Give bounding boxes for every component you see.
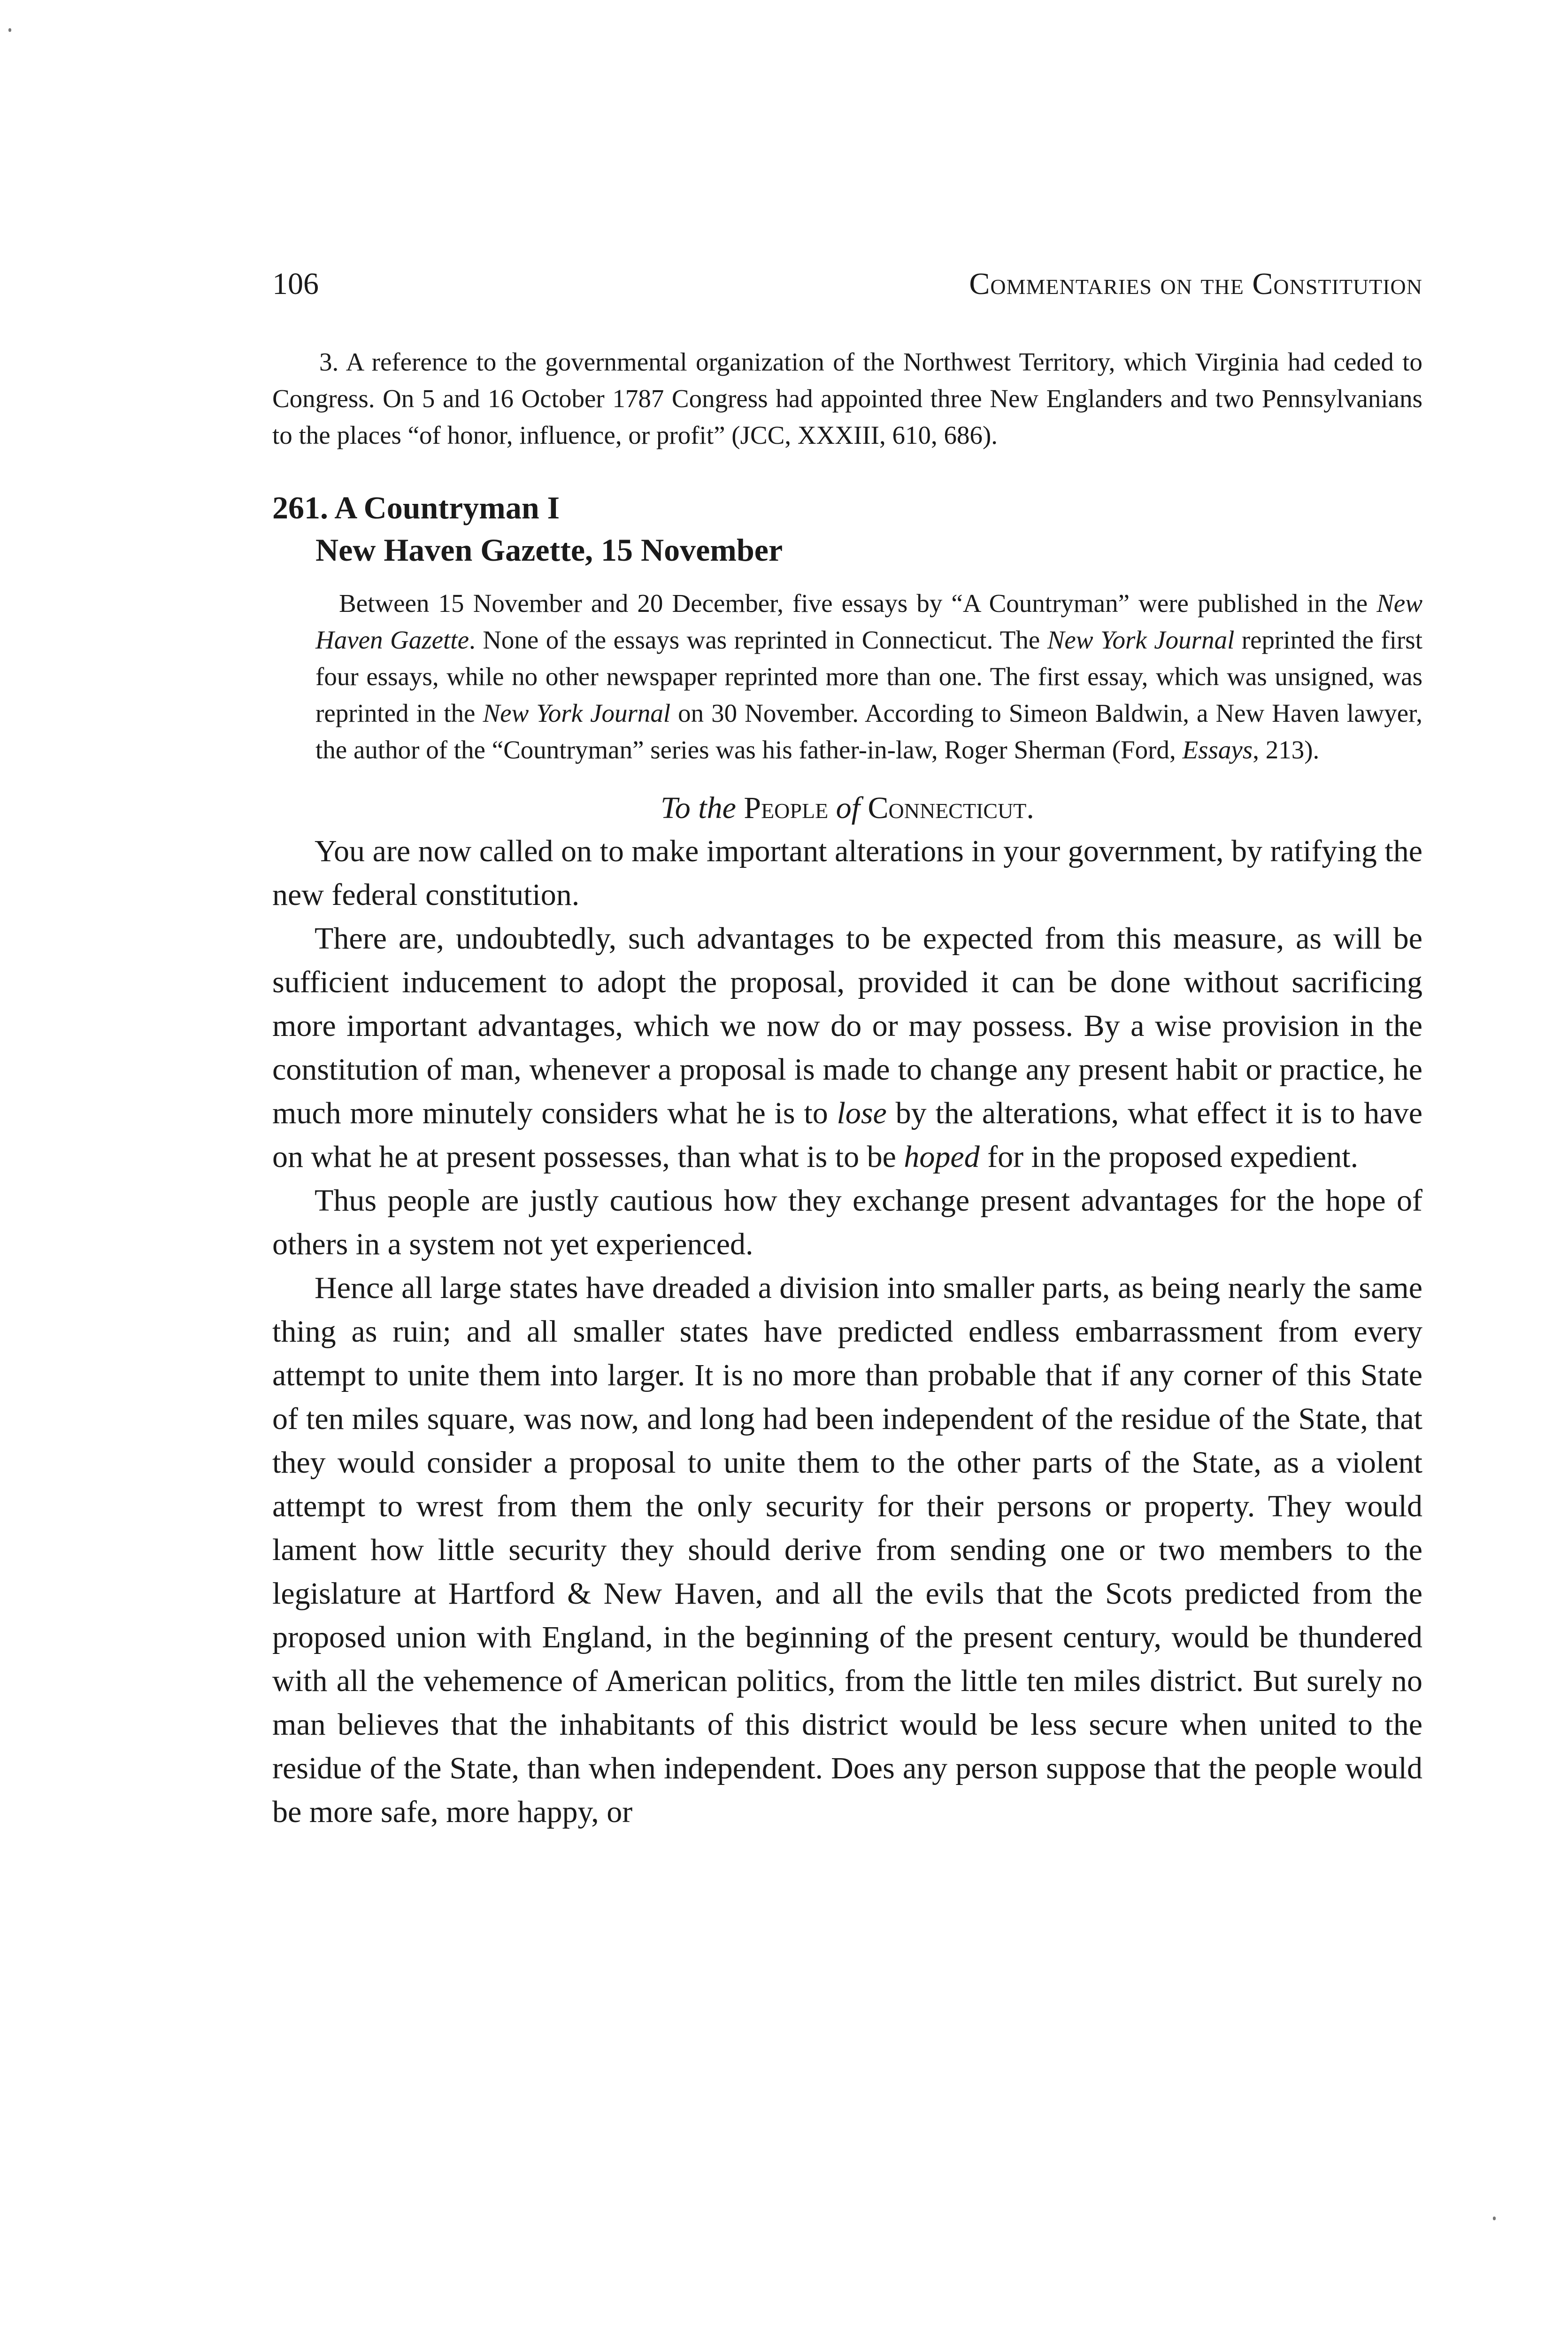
headnote-text: , 213). (1253, 735, 1320, 764)
essay-salutation: To the People of Connecticut. (661, 791, 1034, 825)
headnote-text: on 30 November. According to Simeon Baldwin, a New Haven lawyer, the author of the “Countryman” series was his father-in-law, Roger Sherman (Ford, (315, 699, 1422, 764)
essay-body (272, 829, 1422, 1834)
newspaper-title: New York Journal (1047, 626, 1235, 654)
headnote-paragraph (315, 585, 1422, 768)
scan-speck (8, 28, 11, 32)
headnote-text: reprinted the first four essays, while no other newspaper reprinted more than one. The first essay, which was unsigned, was reprinted in the (315, 626, 1422, 727)
emphasis: hoped (904, 1140, 980, 1174)
newspaper-title: New Haven Gazette (315, 589, 1422, 654)
running-head (272, 263, 1422, 305)
headnote-text: Between 15 November and 20 December, five essays by “A Countryman” were published in the (339, 589, 1377, 618)
headnote-text: . None of the essays was reprinted in Connecticut. The (469, 626, 1047, 654)
scan-speck (1493, 2217, 1496, 2220)
footnote-3: 3. A reference to the governmental organization of the Northwest Territory, which Virginia had ceded to Congress. On 5 and 16 October 1787 Congress had appointed three New Englanders and two Pennsylvanians to the places “of honor, influence, or profit” (JCC, XXXIII, 610, 686). (272, 348, 1422, 449)
essay-paragraph: You are now called on to make important alterations in your government, by ratifying the new federal constitution. (272, 834, 1422, 912)
editorial-headnote (272, 585, 1422, 768)
document-number-title: 261. A Countryman I (272, 490, 560, 525)
emphasis: lose (837, 1096, 887, 1130)
running-title: Commentaries on the Constitution (969, 267, 1422, 301)
document-heading (272, 487, 1422, 571)
essay-paragraph: There are, undoubtedly, such advantages to be expected from this measure, as will be sufficient inducement to adopt the proposal, provided it can be done without sacrificing more important advantages, which we now do or may possess. By a wise provision in the constitution of man, whenever a proposal is made to change any present habit or practice, he much more minutely considers what he is to lose by the alterations, what effect it is to have on what he at present possesses, than what is to be hoped for in the proposed expedient. (272, 921, 1423, 1174)
essay-paragraph: Thus people are justly cautious how they exchange present advantages for the hope of others in a system not yet experienced. (272, 1183, 1422, 1261)
book-page (272, 263, 1422, 1834)
document-source: New Haven Gazette, 15 November (315, 532, 783, 568)
cited-work-title: Essays (1182, 735, 1253, 764)
newspaper-title: New York Journal (483, 699, 671, 727)
essay-paragraph: Hence all large states have dreaded a division into smaller parts, as being nearly the same thing as ruin; and all smaller states have predicted endless embarrassment from every attempt to unite them into larger. It is no more than probable that if any corner of this State of ten miles square, was now, and long had been independent of the residue of the State, that they would consider a proposal to unite them to the other parts of the State, as a violent attempt to wrest from them the only security for their persons or property. They would lament how little security they should derive from sending one or two members to the legislature at Hartford & New Haven, and all the evils that the Scots predicted from the proposed union with England, in the beginning of the present century, would be thundered with all the vehemence of American politics, from the little ten miles district. But surely no man believes that the inhabitants of this district would be less secure when united to the residue of the State, than when independent. Does any person suppose that the people would be more safe, more happy, or (272, 1271, 1422, 1829)
page-number: 106 (272, 267, 319, 301)
